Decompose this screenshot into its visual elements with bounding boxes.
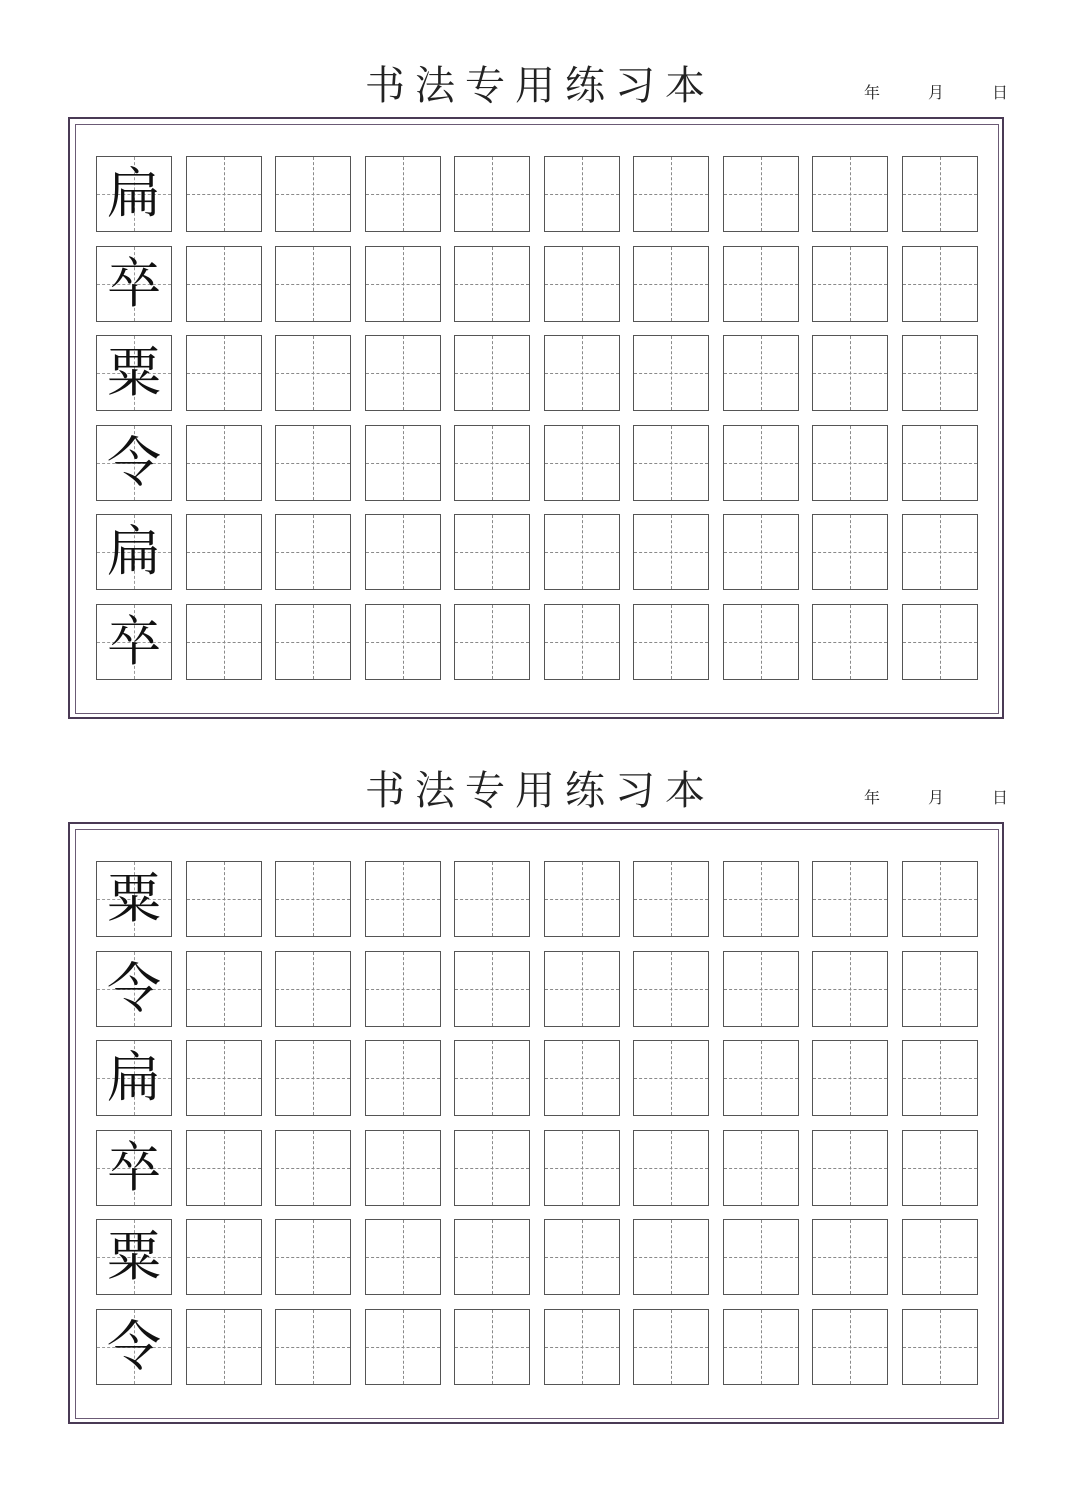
practice-cell — [186, 951, 262, 1027]
practice-cell — [633, 861, 709, 937]
practice-cell — [544, 861, 620, 937]
practice-cell — [454, 1040, 530, 1116]
model-character: 令 — [107, 430, 161, 494]
model-character: 粟 — [107, 1225, 161, 1288]
practice-cell — [544, 1130, 620, 1206]
practice-cell — [902, 1309, 978, 1385]
practice-cell — [275, 1130, 351, 1206]
practice-cell — [902, 156, 978, 232]
practice-cell — [633, 246, 709, 322]
practice-cell — [454, 514, 530, 590]
practice-cell — [454, 861, 530, 937]
practice-cell — [365, 514, 441, 590]
practice-cell — [633, 1219, 709, 1295]
practice-cell — [723, 604, 799, 680]
practice-cell — [902, 425, 978, 501]
practice-cell — [186, 1130, 262, 1206]
practice-cell — [365, 335, 441, 411]
practice-cell — [454, 425, 530, 501]
practice-cell — [812, 514, 888, 590]
practice-cell — [902, 1219, 978, 1295]
practice-cell — [454, 951, 530, 1027]
practice-cell — [633, 604, 709, 680]
practice-cell — [544, 1219, 620, 1295]
practice-cell — [633, 156, 709, 232]
practice-cell — [544, 604, 620, 680]
model-character: 扁 — [107, 1046, 161, 1109]
practice-cell — [275, 156, 351, 232]
practice-cell — [365, 246, 441, 322]
practice-cell — [365, 861, 441, 937]
practice-cell — [812, 246, 888, 322]
model-character: 扁 — [107, 520, 161, 583]
practice-cell — [812, 861, 888, 937]
practice-cell — [454, 335, 530, 411]
model-character-cell — [96, 604, 172, 680]
model-character: 令 — [107, 956, 161, 1020]
practice-cell — [186, 514, 262, 590]
practice-cell — [902, 335, 978, 411]
practice-cell — [544, 1040, 620, 1116]
practice-cell — [544, 1309, 620, 1385]
practice-cell — [365, 156, 441, 232]
model-character-cell — [96, 335, 172, 411]
practice-cell — [454, 156, 530, 232]
practice-cell — [544, 246, 620, 322]
practice-cell — [633, 951, 709, 1027]
practice-cell — [723, 1309, 799, 1385]
practice-cell — [275, 604, 351, 680]
practice-cell — [544, 156, 620, 232]
practice-cell — [633, 1309, 709, 1385]
model-character: 卒 — [107, 1135, 161, 1199]
date-month-label: 月 — [928, 83, 945, 102]
model-character: 卒 — [107, 251, 161, 315]
date-fields — [858, 785, 1018, 809]
practice-cell — [544, 514, 620, 590]
practice-cell — [544, 335, 620, 411]
practice-cell — [812, 604, 888, 680]
model-character: 卒 — [107, 609, 161, 673]
practice-cell — [186, 1040, 262, 1116]
practice-sheet-1 — [0, 60, 1080, 765]
model-character: 粟 — [107, 867, 161, 930]
model-character: 令 — [107, 1314, 161, 1378]
practice-cell — [812, 156, 888, 232]
practice-cell — [275, 335, 351, 411]
practice-cell — [275, 425, 351, 501]
date-day-label: 日 — [992, 788, 1009, 807]
practice-cell — [275, 861, 351, 937]
practice-cell — [723, 335, 799, 411]
practice-cell — [633, 514, 709, 590]
practice-cell — [275, 1040, 351, 1116]
model-character-cell — [96, 1309, 172, 1385]
model-character: 粟 — [107, 341, 161, 404]
practice-cell — [633, 425, 709, 501]
practice-cell — [812, 425, 888, 501]
practice-cell — [812, 335, 888, 411]
date-day-label: 日 — [992, 83, 1009, 102]
model-character-cell — [96, 514, 172, 590]
practice-cell — [454, 1309, 530, 1385]
practice-cell — [186, 1309, 262, 1385]
practice-cell — [902, 246, 978, 322]
practice-cell — [275, 246, 351, 322]
practice-cell — [723, 1219, 799, 1295]
practice-cell — [902, 604, 978, 680]
practice-sheet-2 — [0, 765, 1080, 1470]
practice-cell — [812, 1040, 888, 1116]
practice-cell — [723, 246, 799, 322]
practice-cell — [902, 861, 978, 937]
model-character-cell — [96, 1040, 172, 1116]
model-character-cell — [96, 1130, 172, 1206]
practice-cell — [186, 246, 262, 322]
practice-cell — [365, 1219, 441, 1295]
model-character-cell — [96, 951, 172, 1027]
practice-cell — [633, 1040, 709, 1116]
practice-cell — [723, 861, 799, 937]
practice-cell — [186, 156, 262, 232]
practice-cell — [902, 514, 978, 590]
practice-cell — [365, 951, 441, 1027]
model-character-cell — [96, 861, 172, 937]
date-year-label: 年 — [864, 83, 881, 102]
model-character-cell — [96, 246, 172, 322]
practice-cell — [812, 1309, 888, 1385]
practice-cell — [454, 1219, 530, 1295]
practice-cell — [365, 1040, 441, 1116]
practice-cell — [633, 335, 709, 411]
practice-cell — [723, 1040, 799, 1116]
practice-cell — [454, 246, 530, 322]
model-character-cell — [96, 1219, 172, 1295]
sheet-title: 书法专用练习本 — [365, 63, 715, 109]
practice-cell — [544, 951, 620, 1027]
practice-cell — [275, 951, 351, 1027]
practice-cell — [723, 425, 799, 501]
practice-cell — [365, 1130, 441, 1206]
practice-cell — [186, 861, 262, 937]
practice-cell — [812, 1130, 888, 1206]
practice-cell — [365, 425, 441, 501]
practice-cell — [723, 1130, 799, 1206]
practice-cell — [723, 514, 799, 590]
date-month-label: 月 — [928, 788, 945, 807]
practice-cell — [454, 604, 530, 680]
model-character: 扁 — [107, 162, 161, 225]
date-year-label: 年 — [864, 788, 881, 807]
sheet-title: 书法专用练习本 — [365, 768, 715, 814]
model-character-cell — [96, 425, 172, 501]
practice-cell — [186, 425, 262, 501]
practice-cell — [723, 951, 799, 1027]
practice-cell — [186, 335, 262, 411]
model-character-cell — [96, 156, 172, 232]
date-fields — [858, 80, 1018, 104]
practice-cell — [902, 951, 978, 1027]
practice-cell — [275, 514, 351, 590]
practice-cell — [454, 1130, 530, 1206]
practice-cell — [812, 951, 888, 1027]
practice-cell — [633, 1130, 709, 1206]
practice-cell — [275, 1219, 351, 1295]
practice-cell — [365, 604, 441, 680]
practice-cell — [186, 1219, 262, 1295]
practice-cell — [186, 604, 262, 680]
practice-cell — [723, 156, 799, 232]
practice-cell — [902, 1130, 978, 1206]
practice-cell — [275, 1309, 351, 1385]
practice-cell — [902, 1040, 978, 1116]
practice-cell — [812, 1219, 888, 1295]
practice-cell — [544, 425, 620, 501]
practice-cell — [365, 1309, 441, 1385]
